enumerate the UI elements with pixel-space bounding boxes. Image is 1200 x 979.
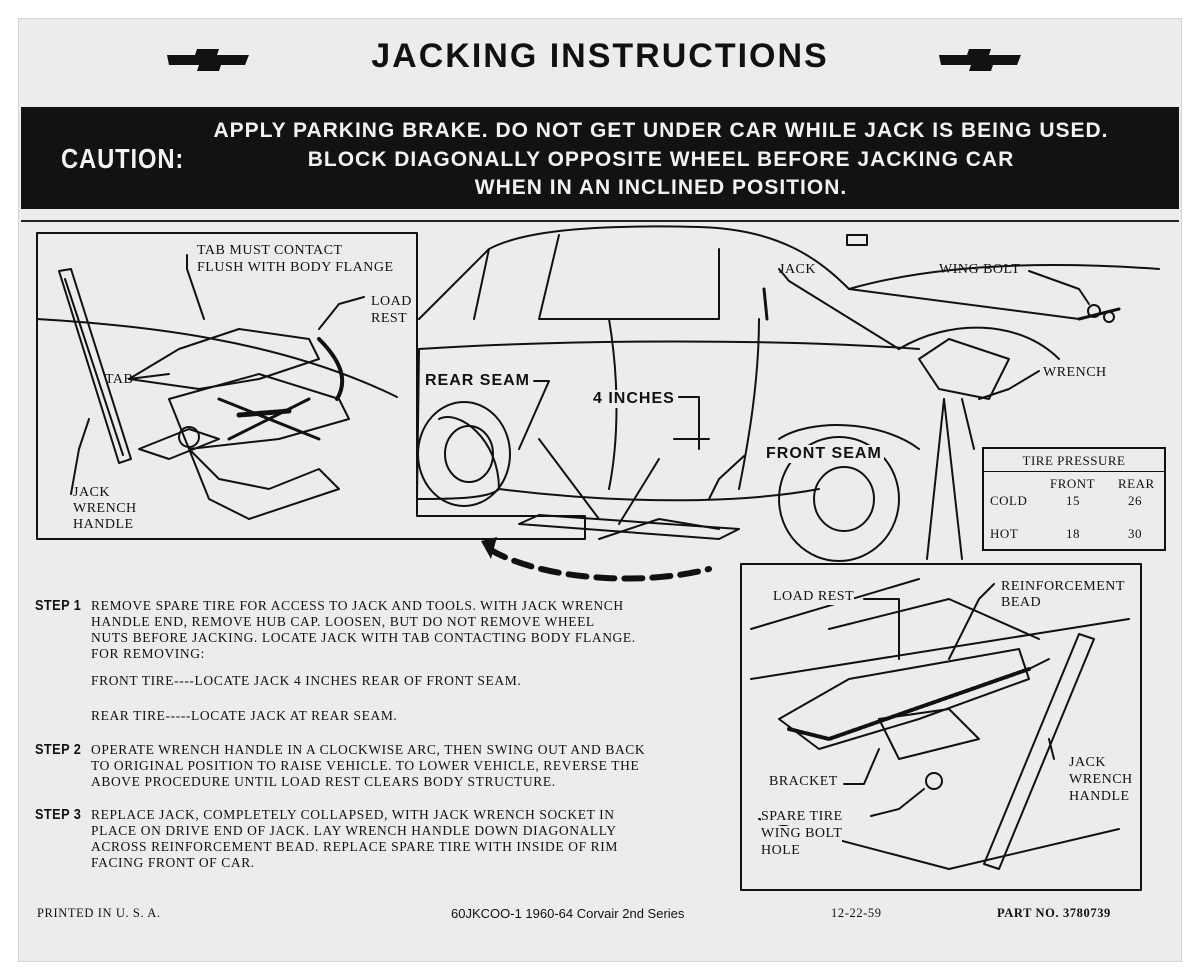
tire-pressure-row-hot-label: HOT (990, 526, 1019, 541)
catalog-number: 60JKCOO-1 1960-64 Corvair 2nd Series (451, 906, 685, 921)
tire-pressure-hot-front: 18 (1066, 526, 1080, 541)
four-inches-label: 4 INCHES (593, 390, 675, 407)
tire-pressure-col-rear: REAR (1118, 476, 1155, 491)
trunk-load-rest-label: LOAD REST (773, 589, 855, 604)
step-3-line-2: PLACE ON DRIVE END OF JACK. LAY WRENCH HANDLE DOWN DIAGONALLY (91, 823, 617, 838)
wing-bolt-label: WING BOLT (939, 262, 1021, 277)
tire-pressure-col-front: FRONT (1050, 476, 1096, 491)
tire-pressure-title: TIRE PRESSURE (1022, 453, 1126, 468)
step-1-front-tire: FRONT TIRE----LOCATE JACK 4 INCHES REAR OF FRONT SEAM. (91, 673, 522, 688)
inset-handle-label-line-1: JACK (73, 485, 111, 500)
bracket-label: BRACKET (769, 774, 838, 789)
front-seam-label: FRONT SEAM (766, 445, 882, 462)
tire-pressure-hot-rear: 30 (1128, 526, 1142, 541)
page-title: JACKING INSTRUCTIONS (371, 37, 829, 75)
caution-line-3: WHEN IN AN INCLINED POSITION. (474, 176, 848, 199)
wing-bolt-hole-label-line-2: WING BOLT (761, 826, 843, 841)
jack-label: JACK (779, 262, 817, 277)
tire-pressure-row-cold-label: COLD (990, 493, 1028, 508)
rear-seam-label: REAR SEAM (425, 372, 531, 389)
reinforcement-bead-label-line-2: BEAD (1001, 595, 1042, 610)
step-3-line-1: REPLACE JACK, COMPLETELY COLLAPSED, WITH JACK WRENCH SOCKET IN (91, 807, 615, 822)
tire-pressure-rule (984, 471, 1164, 472)
wing-bolt-hole-label-line-1: SPARE TIRE (761, 809, 843, 824)
wing-bolt-hole-label-line-3: HOLE (761, 843, 801, 858)
step-1-line-1: REMOVE SPARE TIRE FOR ACCESS TO JACK AND TOOLS. WITH JACK WRENCH (91, 598, 624, 613)
step-1-label: STEP 1 (35, 597, 82, 614)
step-3-line-4: FACING FRONT OF CAR. (91, 855, 255, 870)
step-3-line-3: ACROSS REINFORCEMENT BEAD. REPLACE SPARE TIRE WITH INSIDE OF RIM (91, 839, 618, 854)
step-2-line-2: TO ORIGINAL POSITION TO RAISE VEHICLE. TO LOWER VEHICLE, REVERSE THE (91, 758, 640, 773)
part-number: PART NO. 3780739 (997, 906, 1111, 920)
step-2-label: STEP 2 (35, 741, 82, 758)
tire-pressure-table (982, 447, 1166, 551)
step-1-line-4: FOR REMOVING: (91, 646, 205, 661)
tab-label: TAB (105, 372, 134, 387)
trunk-handle-label-line-3: HANDLE (1069, 789, 1130, 804)
tire-pressure-cold-front: 15 (1066, 493, 1080, 508)
trunk-handle-label-line-2: WRENCH (1069, 772, 1133, 787)
reinforcement-bead-label-line-1: REINFORCEMENT (1001, 579, 1125, 594)
jacking-instructions-decal (18, 18, 1182, 962)
step-2-line-1: OPERATE WRENCH HANDLE IN A CLOCKWISE ARC, THEN SWING OUT AND BACK (91, 742, 646, 757)
print-date: 12-22-59 (831, 906, 882, 920)
trunk-handle-label-line-1: JACK (1069, 755, 1107, 770)
inset-handle-label-line-3: HANDLE (73, 517, 134, 532)
step-1-line-3: NUTS BEFORE JACKING. LOCATE JACK WITH TAB CONTACTING BODY FLANGE. (91, 630, 636, 645)
caution-line-1: APPLY PARKING BRAKE. DO NOT GET UNDER CAR WHILE JACK IS BEING USED. (213, 119, 1109, 142)
step-1-rear-tire: REAR TIRE-----LOCATE JACK AT REAR SEAM. (91, 708, 398, 723)
step-3-label: STEP 3 (35, 806, 82, 823)
inset-handle-label-line-2: WRENCH (73, 501, 137, 516)
tab-contact-label-line-1: TAB MUST CONTACT (197, 243, 343, 258)
inset-load-rest-label-line-2: REST (371, 311, 408, 326)
tire-pressure-cold-rear: 26 (1128, 493, 1142, 508)
tab-contact-label-line-2: FLUSH WITH BODY FLANGE (197, 260, 394, 275)
caution-label: CAUTION: (61, 143, 185, 174)
step-1-line-2: HANDLE END, REMOVE HUB CAP. LOOSEN, BUT DO NOT REMOVE WHEEL (91, 614, 595, 629)
inset-load-rest-label-line-1: LOAD (371, 294, 412, 309)
wrench-label: WRENCH (1043, 365, 1107, 380)
printed-in-usa: PRINTED IN U. S. A. (37, 906, 161, 920)
caution-line-2: BLOCK DIAGONALLY OPPOSITE WHEEL BEFORE JACKING CAR (307, 148, 1015, 171)
step-2-line-3: ABOVE PROCEDURE UNTIL LOAD REST CLEARS BODY STRUCTURE. (91, 774, 556, 789)
